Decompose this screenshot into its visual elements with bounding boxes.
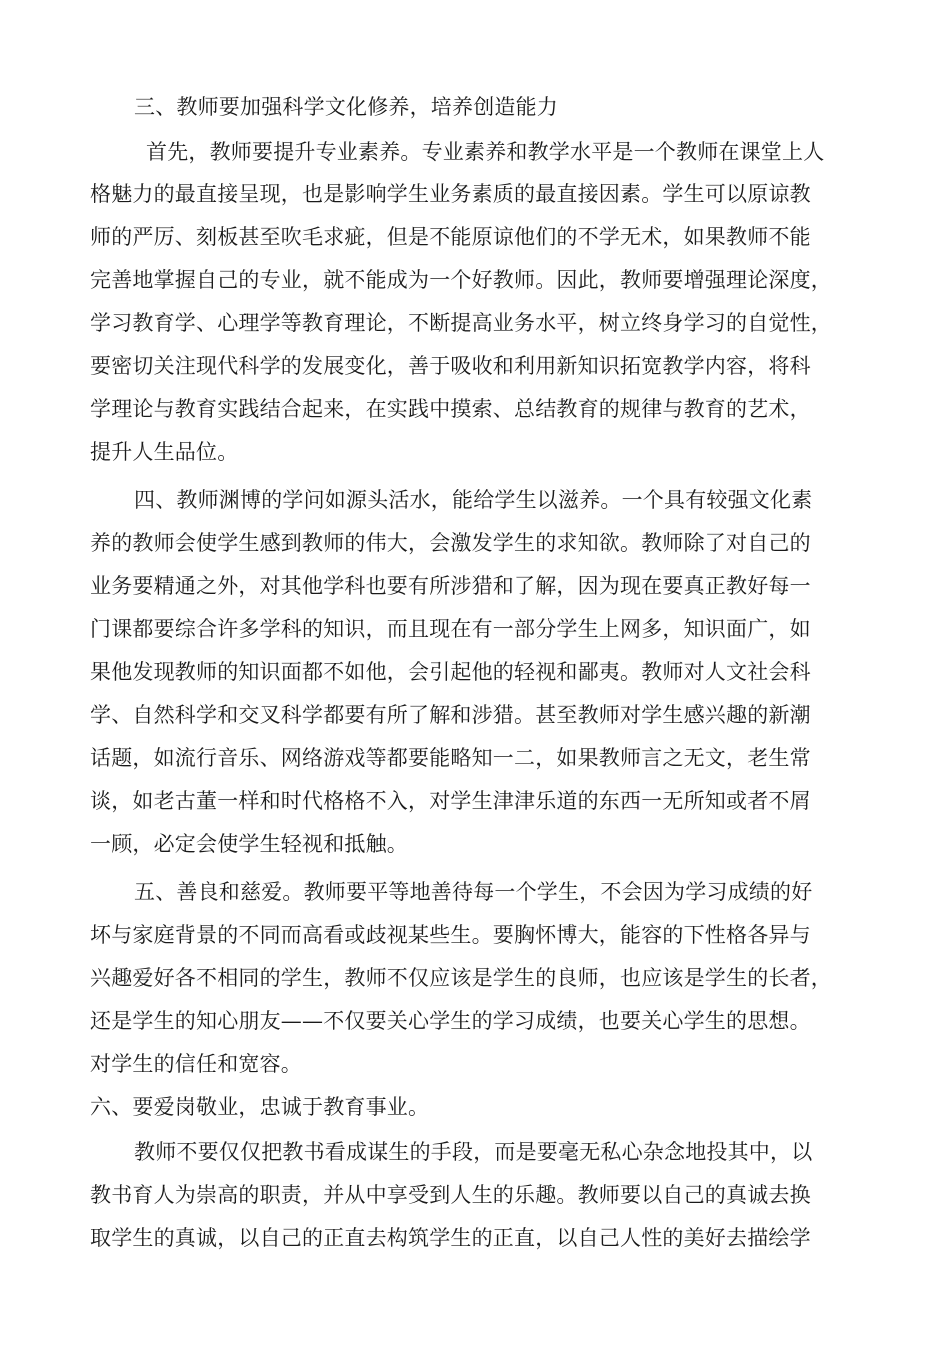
paragraph-line: 取学生的真诚，以自己的正直去构筑学生的正直，以自己人性的美好去描绘学 bbox=[90, 1226, 811, 1250]
paragraph-line: 学习教育学、心理学等教育理论，不断提高业务水平，树立终身学习的自觉性， bbox=[90, 311, 832, 335]
section-heading-6: 六、要爱岗敬业，忠诚于教育事业。 bbox=[90, 1095, 430, 1119]
paragraph-line: 果他发现教师的知识面都不如他，会引起他的轻视和鄙夷。教师对人文社会科 bbox=[90, 660, 811, 684]
paragraph-line: 还是学生的知心朋友——不仅要关心学生的学习成绩，也要关心学生的思想。 bbox=[90, 1009, 811, 1033]
paragraph-line: 学理论与教育实践结合起来，在实践中摸索、总结教育的规律与教育的艺术， bbox=[90, 397, 811, 421]
paragraph-line: 话题，如流行音乐、网络游戏等都要能略知一二，如果教师言之无文，老生常 bbox=[90, 746, 811, 770]
paragraph-line: 提升人生品位。 bbox=[90, 440, 239, 464]
paragraph-line: 格魅力的最直接呈现，也是影响学生业务素质的最直接因素。学生可以原谅教 bbox=[90, 182, 811, 206]
paragraph-line: 对学生的信任和宽容。 bbox=[90, 1052, 302, 1076]
paragraph-line: 教书育人为崇高的职责，并从中享受到人生的乐趣。教师要以自己的真诚去换 bbox=[90, 1183, 811, 1207]
paragraph-line: 师的严厉、刻板甚至吹毛求疵，但是不能原谅他们的不学无术，如果教师不能 bbox=[90, 225, 811, 249]
paragraph-line: 要密切关注现代科学的发展变化，善于吸收和利用新知识拓宽教学内容，将科 bbox=[90, 354, 811, 378]
section-heading-5: 五、善良和慈爱。教师要平等地善待每一个学生，不会因为学习成绩的好 bbox=[134, 880, 813, 904]
section-heading-3: 三、教师要加强科学文化修养，培养创造能力 bbox=[134, 95, 558, 119]
paragraph-line: 首先，教师要提升专业素养。专业素养和教学水平是一个教师在课堂上人 bbox=[146, 140, 825, 164]
paragraph-line: 兴趣爱好各不相同的学生，教师不仅应该是学生的良师，也应该是学生的长者， bbox=[90, 966, 832, 990]
paragraph-line: 坏与家庭背景的不同而高看或歧视某些生。要胸怀博大，能容的下性格各异与 bbox=[90, 923, 811, 947]
section-heading-4: 四、教师渊博的学问如源头活水，能给学生以滋养。一个具有较强文化素 bbox=[134, 488, 813, 512]
paragraph-line: 养的教师会使学生感到教师的伟大，会激发学生的求知欲。教师除了对自己的 bbox=[90, 531, 811, 555]
paragraph-line: 门课都要综合许多学科的知识，而且现在有一部分学生上网多，知识面广，如 bbox=[90, 617, 811, 641]
paragraph-line: 教师不要仅仅把教书看成谋生的手段，而是要毫无私心杂念地投其中，以 bbox=[134, 1140, 813, 1164]
paragraph-line: 学、自然科学和交叉科学都要有所了解和涉猎。甚至教师对学生感兴趣的新潮 bbox=[90, 703, 811, 727]
paragraph-line: 业务要精通之外，对其他学科也要有所涉猎和了解，因为现在要真正教好每一 bbox=[90, 574, 811, 598]
paragraph-line: 完善地掌握自己的专业，就不能成为一个好教师。因此，教师要增强理论深度， bbox=[90, 268, 832, 292]
paragraph-line: 谈，如老古董一样和时代格格不入，对学生津津乐道的东西一无所知或者不屑 bbox=[90, 789, 811, 813]
paragraph-line: 一顾，必定会使学生轻视和抵触。 bbox=[90, 832, 408, 856]
